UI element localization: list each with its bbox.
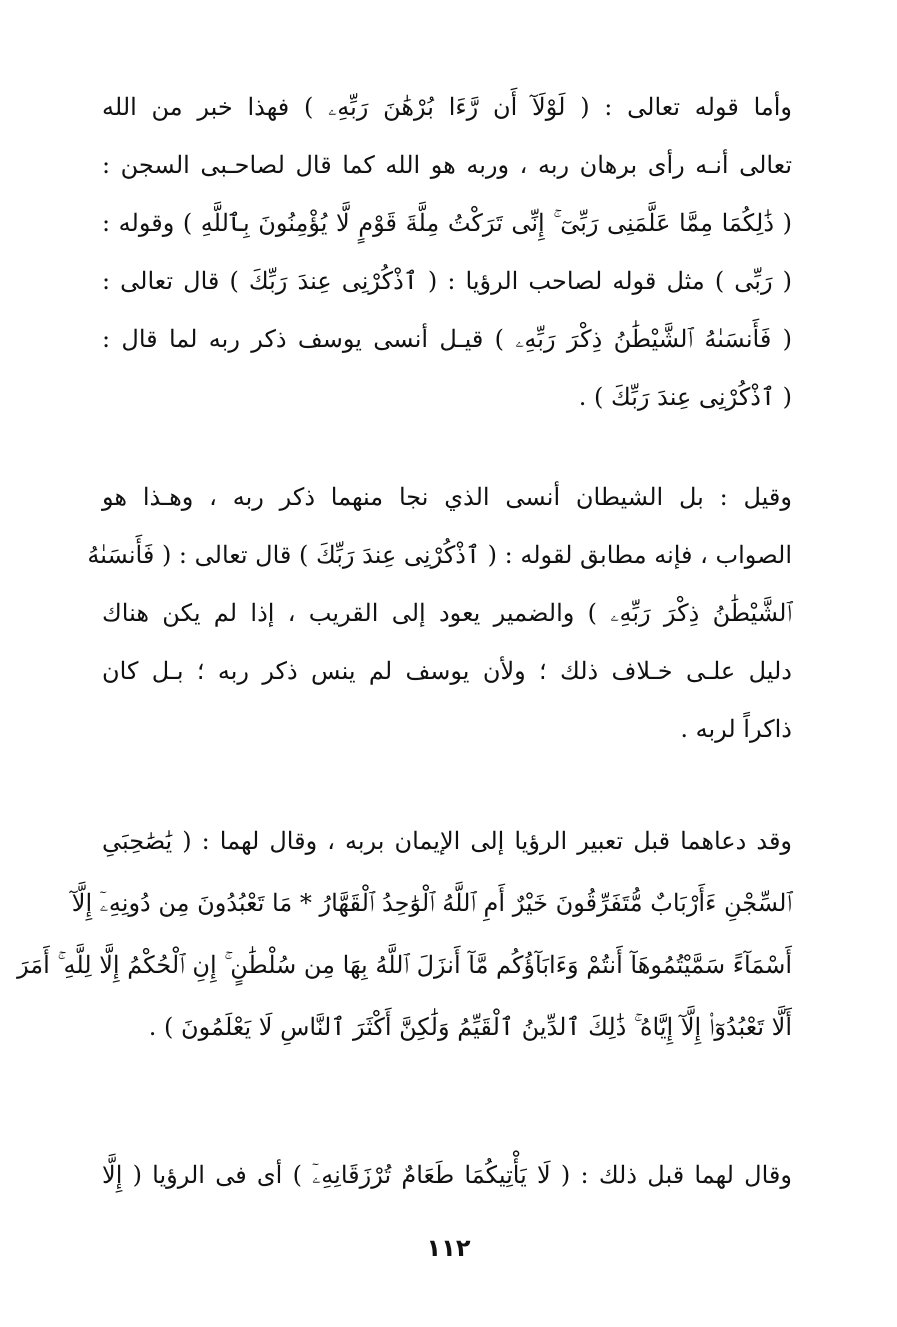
text-line: الصواب ، فإنه مطابق لقوله : ( ٱذْكُرْنِى عِندَ رَبِّكَ ) قال تعالى : ( فَأَنسَىٰهُ [87, 541, 792, 569]
text-line: تعالى أنـه رأى برهان ربه ، وربه هو الله كما قال لصاحـبى السجن : [102, 151, 792, 179]
text-line: وأما قوله تعالى : ( لَوْلَآ أَن رَّءَا بُرْهَٰنَ رَبِّهِۦ ) فهذا خبر من الله [102, 93, 792, 121]
text-line: ٱلشَّيْطَٰنُ ذِكْرَ رَبِّهِۦ ) والضمير يعود إلى القريب ، إذا لم يكن هناك [102, 599, 792, 627]
text-line: ( ذَٰلِكُمَا مِمَّا عَلَّمَنِى رَبِّىٓ ۚ إِنِّى تَرَكْتُ مِلَّةَ قَوْمٍ لَّا يُؤْمِنُونَ بِٱللَّهِ ) وقوله : [102, 209, 792, 237]
text-line: ( فَأَنسَىٰهُ ٱلشَّيْطَٰنُ ذِكْرَ رَبِّهِۦ ) قيـل أنسى يوسف ذكر ربه لما قال : [102, 325, 792, 353]
paragraph-4 [102, 1146, 792, 1204]
text-line: ( ٱذْكُرْنِى عِندَ رَبِّكَ ) . [578, 383, 792, 411]
text-line: وقيل : بل الشيطان أنسى الذي نجا منهما ذكر ربه ، وهـذا هو [102, 483, 792, 511]
text-line: وقال لهما قبل ذلك : ( لَا يَأْتِيكُمَا طَعَامٌ تُرْزَقَانِهِۦٓ ) أى فى الرؤيا ( إِلَّا [102, 1161, 792, 1189]
text-line: دليل علـى خـلاف ذلك ؛ ولأن يوسف لم ينس ذكر ربه ؛ بـل كان [102, 657, 792, 685]
text-line: ذاكراً لربه . [680, 715, 792, 743]
text-line: أَسْمَآءً سَمَّيْتُمُوهَآ أَنتُمْ وَءَابَآؤُكُم مَّآ أَنزَلَ ٱللَّهُ بِهَا مِن سُلْطَٰنٍ ۚ إِنِ ٱلْحُكْمُ إِلَّا لِلَّهِ ۚ أَمَرَ [17, 951, 792, 979]
paragraph-1 [102, 78, 792, 426]
text-line: ( رَبِّى ) مثل قوله لصاحب الرؤيا : ( ٱذْكُرْنِى عِندَ رَبِّكَ ) قال تعالى : [102, 267, 792, 295]
page-number: ١١٢ [426, 1234, 471, 1262]
paragraph-2 [87, 468, 792, 758]
paragraph-3 [17, 810, 792, 1058]
text-line: وقد دعاهما قبل تعبير الرؤيا إلى الإيمان بربه ، وقال لهما : ( يَٰصَٰحِبَىِ [102, 827, 792, 855]
text-line: ٱلسِّجْنِ ءَأَرْبَابٌ مُّتَفَرِّقُونَ خَيْرٌ أَمِ ٱللَّهُ ٱلْوَٰحِدُ ٱلْقَهَّارُ * مَا تَعْبُدُونَ مِن دُونِهِۦٓ إِلَّآ [71, 889, 792, 917]
text-line: أَلَّا تَعْبُدُوٓا۟ إِلَّآ إِيَّاهُ ۚ ذَٰلِكَ ٱلدِّينُ ٱلْقَيِّمُ وَلَٰكِنَّ أَكْثَرَ ٱلنَّاسِ لَا يَعْلَمُونَ ) . [148, 1013, 792, 1041]
